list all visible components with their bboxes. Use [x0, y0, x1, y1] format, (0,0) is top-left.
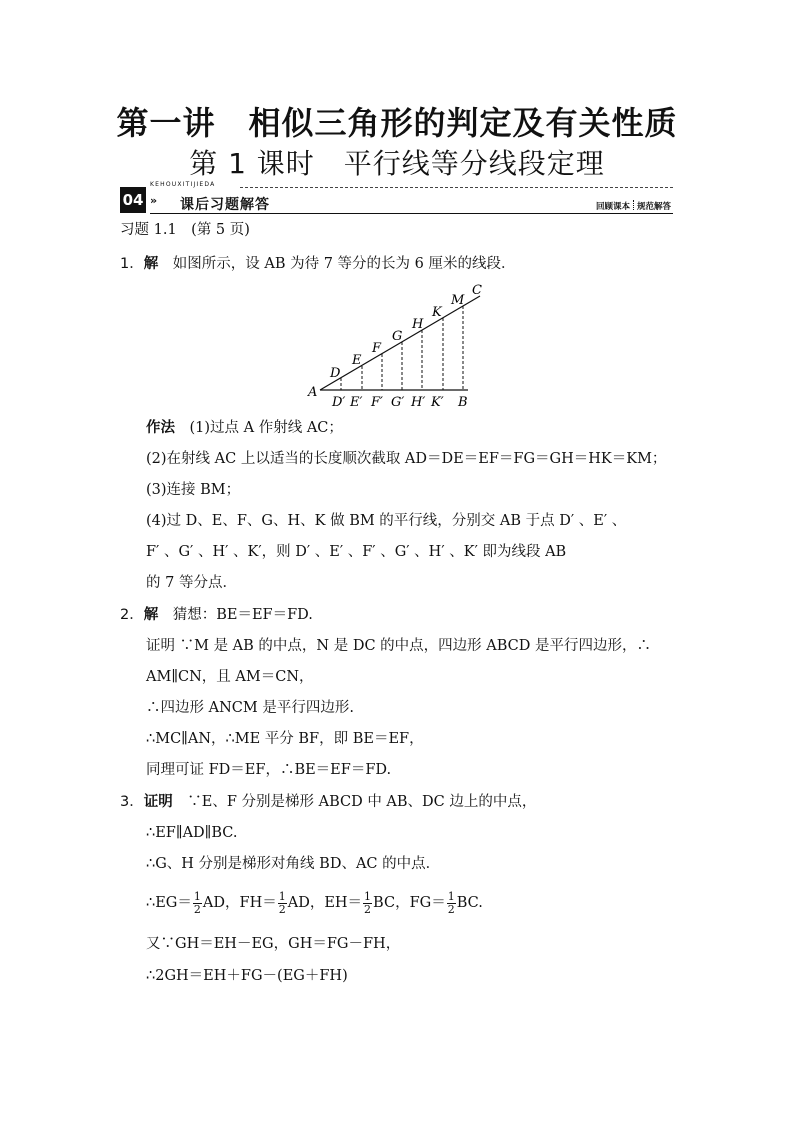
method-step-2: (2)在射线 AC 上以适当的长度顺次截取 AD＝DE＝EF＝FG＝GH＝HK＝KM；: [146, 451, 667, 467]
label-e: E: [352, 353, 362, 368]
fraction-half: $\frac{1}{2}$: [364, 889, 372, 916]
label-f-prime: F′: [371, 395, 383, 410]
section-badge: 04: [120, 187, 146, 213]
problem-1-tag: 解: [143, 256, 159, 272]
banner-tag-review: 回顾课本: [595, 202, 630, 212]
fraction-half: $\frac{1}{2}$: [278, 889, 286, 916]
banner-tag-standard: 规范解答: [636, 202, 671, 212]
label-k: K: [432, 305, 442, 320]
label-h-prime: H′: [411, 395, 426, 410]
problem-3-tag: 证明: [143, 794, 173, 810]
label-c: C: [472, 283, 482, 298]
banner-right-tags: [596, 200, 671, 212]
method-step-4a: (4)过 D、E、F、G、H、K 做 BM 的平行线，分别交 AB 于点 D′ 、E′ 、: [146, 513, 627, 529]
problem-3-text-1: ∵E、F 分别是梯形 ABCD 中 AB、DC 边上的中点，: [187, 794, 537, 810]
label-f: F: [372, 341, 382, 356]
page-title: 第一讲 相似三角形的判定及有关性质: [116, 104, 678, 142]
fraction-half: $\frac{1}{2}$: [447, 889, 455, 916]
method-step-1: (1)过点 A 作射线 AC；: [189, 420, 343, 436]
banner-underline: [150, 213, 673, 214]
label-d-prime: D′: [332, 395, 346, 410]
problem-2-line-3: ∴四边形 ANCM 是平行四边形.: [146, 700, 354, 716]
problem-3-line-3: ∴G、H 分别是梯形对角线 BD、AC 的中点．: [146, 856, 441, 872]
method-step-3: (3)连接 BM；: [146, 482, 241, 498]
method-step-4b: F′ 、G′ 、H′ 、K′，则 D′ 、E′ 、F′ 、G′ 、H′ 、K′ 即为线段 AB: [146, 544, 567, 560]
problem-2-line-2: AM∥CN，且 AM＝CN，: [146, 669, 314, 685]
banner-dotted-rule: [240, 187, 673, 188]
problem-2-number: 2．: [120, 607, 144, 623]
method-step-4c: 的 7 等分点．: [146, 575, 237, 591]
section-heading: 习题 1.1 (第 5 页): [120, 222, 250, 238]
problem-2-line-4: ∴MC∥AN，∴ME 平分 BF，即 BE＝EF，: [146, 731, 424, 747]
label-d: D: [330, 366, 341, 381]
figure-seven-division: [300, 280, 490, 410]
label-a: A: [308, 385, 318, 400]
section-banner: [120, 181, 673, 214]
label-h: H: [412, 317, 424, 332]
label-g-prime: G′: [391, 395, 405, 410]
problem-2-line-1: 证明 ∵M 是 AB 的中点，N 是 DC 的中点，四边形 ABCD 是平行四边形，∴: [146, 638, 651, 654]
label-e-prime: E′: [350, 395, 363, 410]
problem-3-line-4: ∴EG＝ $\frac{1}{2}$ AD，FH＝ $\frac{1}{2}$ AD，EH＝ $\frac{1}{2}$ BC，FG＝ $\frac{1}{2}$ BC.: [146, 889, 483, 916]
problem-1-method: [146, 418, 343, 438]
label-g: G: [392, 329, 403, 344]
problem-2-line-5: 同理可证 FD＝EF，∴BE＝EF＝FD.: [146, 762, 392, 778]
banner-tag-separator: [633, 200, 634, 210]
problem-2-tag: 解: [143, 607, 159, 623]
banner-title: 课后习题解答: [180, 197, 270, 213]
problem-1-number: 1．: [120, 256, 144, 272]
fraction-half: $\frac{1}{2}$: [193, 889, 201, 916]
problem-1-text: 如图所示，设 AB 为待 7 等分的长为 6 厘米的线段．: [172, 256, 516, 272]
label-b: B: [458, 395, 468, 410]
label-k-prime: K′: [431, 395, 444, 410]
problem-2-guess-text: 猜想：BE＝EF＝FD.: [172, 607, 313, 623]
chevron-icon: »: [150, 194, 158, 207]
page-subtitle: 第 1 课时 平行线等分线段定理: [189, 147, 605, 180]
problem-3-number: 3．: [120, 794, 144, 810]
problem-3-line-6: ∴2GH＝EH＋FG－(EG＋FH): [146, 968, 348, 984]
problem-3-line-5: 又∵GH＝EH－EG，GH＝FG－FH，: [146, 936, 401, 952]
problem-2-guess: [120, 605, 313, 625]
method-tag: 作法: [146, 420, 175, 436]
label-m: M: [451, 293, 465, 308]
problem-1-intro: [120, 254, 515, 274]
problem-3-line-1: [120, 792, 536, 812]
problem-3-line-2: ∴EF∥AD∥BC.: [146, 825, 238, 841]
banner-pinyin: KEHOUXITIJIEDA: [150, 181, 216, 188]
